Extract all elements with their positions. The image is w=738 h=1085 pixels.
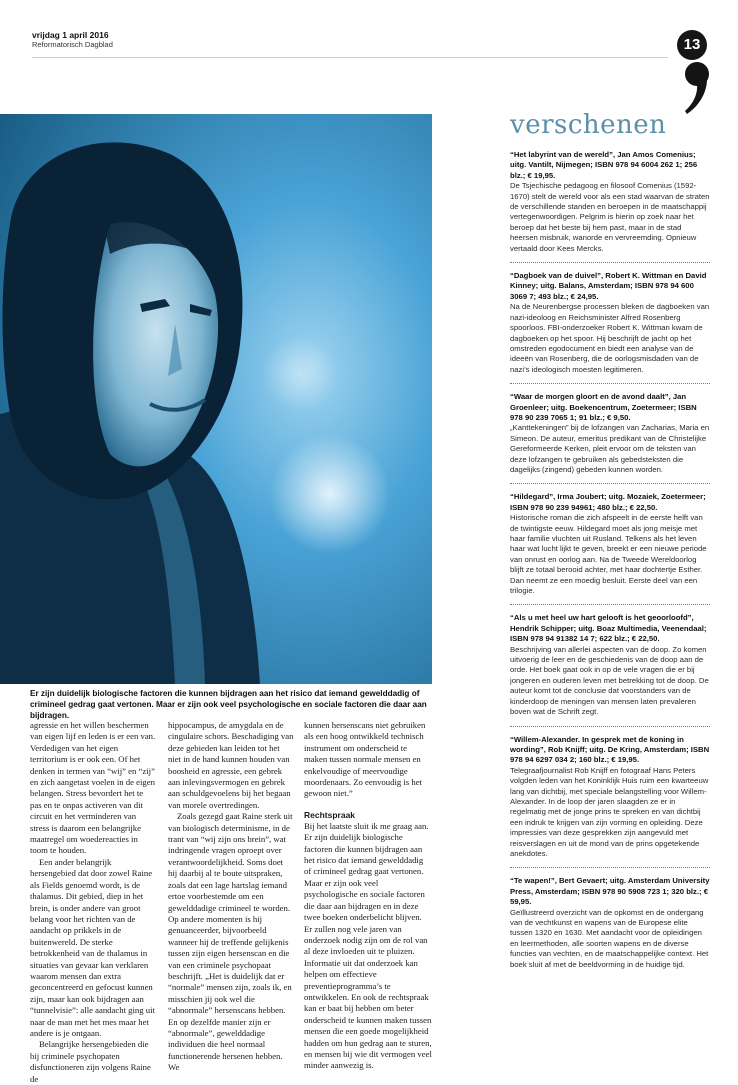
page-header (32, 30, 113, 50)
book-title: “Het labyrint van de wereld”, Jan Amos Comenius; uitg. Vantilt, Nijmegen; ISBN 978 94 6004 262 1; 256 blz.; € 19,95. (510, 150, 698, 180)
page-number-badge: 13 (677, 30, 707, 60)
article-paragraph: agressie en het willen beschermen van eigen lijf en leden is er een van. Verdedigen van het eigen territorium is er ook een. Of het denken in termen van “wij” en “zij” en zich aangetast voelen in de eigen belangen. Stress bevordert het te pas en te onpas activeren van dit circuit en het verminderen van stress is daarom een belangrijke maatregel om woedereacties in toom te houden. (30, 720, 156, 856)
header-divider (32, 57, 668, 58)
article-column-1 (30, 720, 156, 1085)
hooded-figure-photo (0, 114, 432, 684)
book-title: “Te wapen!”, Bert Gevaert; uitg. Amsterdam University Press, Amsterdam; ISBN 978 90 5908 723 1; 320 blz.; € 59,95. (510, 876, 710, 907)
book-title: “Hildegard”, Irma Joubert; uitg. Mozaiek, Zoetermeer; ISBN 978 90 239 94961; 480 blz.; € 22,50. (510, 492, 706, 512)
article-paragraph: kunnen hersenscans niet gebruiken als een hoog ontwikkeld technisch instrument om onderscheid te maken tussen normale mensen en enkelvoudige of meervoudige moordenaars. Zo eenvoudig is het gewoon niet.” (304, 720, 426, 799)
book-list (510, 150, 710, 970)
book-title: “Als u met heel uw hart gelooft is het geoorloofd”, Hendrik Schipper; uitg. Boaz Multimedia, Veenendaal; ISBN 978 94 91382 14 7; 622 blz.; € 22,50. (510, 613, 707, 644)
book-description: Na de Neurenbergse processen bleken de dagboeken van nazi-ideoloog en Reichsminister Alfred Rosenberg spoorloos. FBI-onderzoeker Robert K. Wittman kwam de dagboeken op het spoor. Hij beschrijft de jacht op het omstreden egodocument en biedt een analyse van de ideeën van Rosenberg, die de oorlogsmisdaden van de nazi’s ideologisch moesten legitimeren. (510, 302, 710, 374)
book-entry (510, 150, 710, 254)
article-paragraph: Zoals gezegd gaat Raine sterk uit van biologisch determinisme, in de trant van “wij zijn ons brein”, wat indringende vragen oproept over verantwoordelijkheid. Soms doet hij daarbij al te boute uitspraken, zoals dat een lage hartslag iemand ertoe voorbestemde om een gewelddadige crimineel te worden. Op andere momenten is hij genuanceerder, bijvoorbeeld wanneer hij de treffende gelijkenis tussen zijn eigen hersenscan en die van een criminele psychopaat beschrijft. „Het is duidelijk dat er “normale” mensen zijn, zoals ik, en misschien jij ook wel die “abnormale” hersenscans hebben. En op dezelfde manier zijn er “abnormale”, gewelddadige individuen die heel normaal functionerende hersenen hebben. We (168, 811, 293, 1073)
book-entry (510, 604, 710, 717)
book-description: Beschrijving van allerlei aspecten van de doop. Zo komen uitvoerig de leer en de geschiedenis van de doop aan de orde. Het boek gaat ook in op de vele vragen die er bij jongeren en ouderen leven met betrekking tot de doop. De auteur komt tot de conclusie dat voorstanders van de kinderdoop de meningen van mensen laten prevaleren boven wat de Schrift zegt. (510, 644, 709, 717)
article-paragraph: Een ander belangrijk hersengebied dat door zowel Raine als Fields genoemd wordt, is de thalamus. Dit gebied, diep in het brein, is onder andere van groot belang voor het richten van de aandacht op prikkels in de buitenwereld. De sterke betrokkenheid van de thalamus in situaties van gevaar kan verklaren waarom mensen dan extra geconcentreerd en gefocust kunnen zijn, maar kan ook bijdragen aan “tunnelvisie”: alle aandacht ging uit naar de man met het mes maar het andere is je ontgaan. (30, 856, 155, 1038)
article-paragraph: hippocampus, de amygdala en de cingulaire schors. Beschadiging van deze gebieden kan leiden tot het niet in de hand kunnen houden van boosheid en agressie, een gebrek aan inlevingsvermogen en gebrek aan schuldgevoelens bij het begaan van morele overtredingen. (168, 720, 294, 810)
book-description: „Kanttekeningen” bij de lofzangen van Zacharias, Maria en Simeon. De auteur, emeritus predikant van de Christelijke Gereformeerde Kerken, pleit ervoor om de teksten van deze lofzangen te gebruiken als gebedsteksten die dagelijks (zingend) gebeden kunnen worden. (510, 423, 710, 474)
sidebar-title: verschenen (510, 110, 667, 140)
article-paragraph: Belangrijke hersengebieden die bij criminele psychopaten disfunctioneren zijn volgens Raine de (30, 1039, 151, 1084)
book-description: De Tsjechische pedagoog en filosoof Comenius (1592-1670) stelt de wereld voor als een stad waarvan de straten de verschillende standen en beroepen in de maatschappij vertegenwoordigen. Pelgrim is hierin op zoek naar het beroep dat het beste bij hem past, maar in de stad heersen misbruik, wanorde en vervreemding. Opnieuw vertaald door Kees Mercks. (510, 181, 710, 253)
book-entry (510, 383, 710, 475)
sidebar-header (510, 110, 710, 140)
article-column-2 (168, 720, 294, 1074)
book-title: “Dagboek van de duivel”, Robert K. Wittman en David Kinney; uitg. Balans, Amsterdam; ISBN 978 94 600 3069 7; 493 blz.; € 24,95. (510, 271, 707, 301)
photo-caption: Er zijn duidelijk biologische factoren die kunnen bijdragen aan het risico dat iemand gewelddadig of crimineel gedrag gaat vertonen. Maar er zijn ook veel psychologische en sociale factoren die daar aan bijdragen. (30, 689, 427, 720)
book-entry (510, 483, 710, 596)
book-description: Historische roman die zich afspeelt in de eerste helft van de twintigste eeuw. Hildegard moet als jong meisje met haar familie vluchten uit Rusland. Telkens als het leven haar wat lucht lijkt te geven, breekt er een nieuwe periode van onrust en oorlog aan. Na de Tweede Wereldoorlog blijft ze totaal berooid achter, met haar dochtertje Esther. Dan neemt ze een moedig besluit. Eerste deel van een trilogie. (510, 513, 707, 596)
issue-date: vrijdag 1 april 2016 (32, 30, 109, 40)
hooded-figure-image (0, 114, 432, 684)
comma-logo-icon (683, 60, 709, 116)
article-paragraph: Bij het laatste sluit ik me graag aan. Er zijn duidelijk biologische factoren die kunnen bijdragen aan het risico dat iemand gewelddadig of crimineel gedrag gaat vertonen. Maar er zijn ook veel psychologische en sociale factoren die daar aan bijdragen en in deze twee boeken onderbelicht blijven. Er zullen nog vele jaren van onderzoek nodig zijn om de rol van al deze invloeden uit te pluizen. Informatie uit dat onderzoek kan helpen om effectieve preventieprogramma’s te ontwikkelen. En ook de rechtspraak kan er baat bij hebben om beter onderscheid te kunnen maken tussen mensen die een goede mogelijkheid hadden om hun gedrag aan te sturen, en mensen bij wie dit vermogen veel minder aanwezig is. (304, 820, 432, 1071)
book-description: Telegraafjournalist Rob Knijff en fotograaf Hans Peters volgden leden van het Koninklijk Huis ruim een kwarteeuw lang van dichtbij, met speciale belangstelling voor Willem-Alexander. In de loop der jaren slaagden ze er in regelmatig met de jonge prins te spreken en van dichtbij een indruk te krijgen van zijn vorming en opleiding. Deze impressies van deze gesprekken zijn aangevuld met reisverslagen en uit de mond van de prins opgetekende anekdotes. (510, 765, 709, 858)
book-description: Geïllustreerd overzicht van de opkomst en de ondergang van de vechtkunst en wapens van de Europese elite tussen 1320 en 1630. Met aandacht voor de opleidingen en leermethoden, alle soorten wapens en de diverse functies van vechten, en de maatschappelijke context. Het boek sluit af met de beeldvorming in de huidige tijd. (510, 907, 709, 969)
article-column-3 (304, 720, 432, 1072)
newspaper-name: Reformatorisch Dagblad (32, 40, 113, 49)
book-entry (510, 262, 710, 375)
book-entry (510, 867, 710, 970)
book-title: “Waar de morgen gloort en de avond daalt”, Jan Groenleer; uitg. Boekencentrum, Zoetermeer; ISBN 978 90 239 7065 1; 91 blz.; € 9,50. (510, 392, 697, 422)
book-title: “Willem-Alexander. In gesprek met de koning in wording”, Rob Knijff; uitg. De Kring, Amsterdam; ISBN 978 94 6297 034 2; 160 blz.; € 19,95. (510, 734, 710, 765)
book-entry (510, 726, 710, 860)
section-heading: Rechtspraak (304, 809, 356, 820)
